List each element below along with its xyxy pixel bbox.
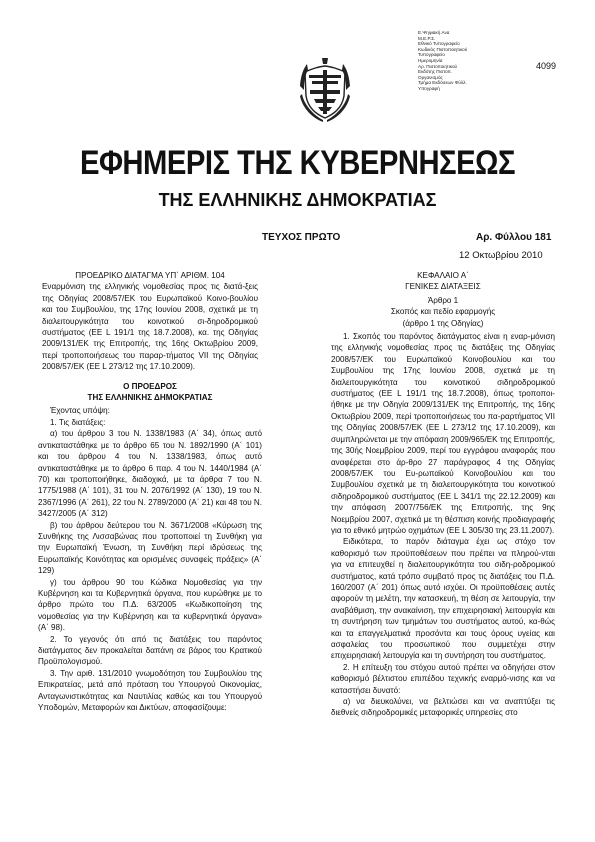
stamp-line: Υπογραφή	[418, 85, 440, 91]
gazette-title: ΕΦΗΜΕΡΙΣ ΤΗΣ ΚΥΒΕΡΝΗΣΕΩΣ	[79, 144, 516, 182]
paragraph: Έχοντας υπόψη:	[50, 406, 110, 416]
chapter-title: ΓΕΝΙΚΕΣ ΔΙΑΤΑΞΕΙΣ	[405, 282, 481, 292]
paragraph: 1. Σκοπός του παρόντος διατάγματος είναι η εναρ-μόνιση της ελληνικής νομοθεσίας προς τις διατάξεις της Οδηγίας 2008/57/ΕΚ του Ευρωπαϊκού Κοινοβουλίου και του Συμβουλίου της 17ης Ιουνίου 2008, σχετικά με τη διαλειτουργικότητα του κοινοτικού σιδηροδρομικού συστήματος (ΕΕ L 191/1 της 18.7.2008), όπως τροποποι-ήθηκε με την Οδηγία 2009/131/ΕΚ της Επιτροπής, της 16ης Οκτωβρίου 2009, περί τροποποιήσεως του πα-ραρτήματος VII της Οδηγίας 2008/57/ΕΚ (ΕΕ L 273/12 της 17.10.2009), και συμπληρώνεται με την απόφαση 2009/965/ΕΚ της Επιτροπής, της 30ής Νοεμβρίου 2009, περί του εγγράφου αναφοράς που αναφέρεται στο άρ-θρο 27 παράγραφος 4 της Οδηγίας 2008/57/ΕΚ του Ευ-ρωπαϊκού Κοινοβουλίου και του Συμβουλίου σχετικά με τη διαλειτουργικότητα του κοινοτικού σιδηροδρομικού συστήματος (ΕΕ L 341/1 της 22.12.2009) και την απόφαση 2007/756/ΕΚ της Επιτροπής, της 9ης Νοεμβρίου 2007, σχετικά με τη θέσπιση κοινής προδιαγραφής για το εθνικό μητρώο οχημάτων (ΕΕ L 305/30 της 23.11.2007).	[331, 332, 555, 535]
paragraph: Ειδικότερα, το παρόν διάταγμα έχει ως στόχο τον καθορισμό των προϋποθέσεων που πρέπει να πληρού-νται για να επιτευχθεί η διαλειτουργικότητα του σιδη-ροδρομικού συστήματος, κατά τρόπο συμβατό προς τις διατάξεις του Π.Δ. 160/2007 (Α΄ 201) όπως αυτό ισχύει. Οι προϋποθέσεις αυτές αφορούν τη μελέτη, την κατασκευή, τη θέση σε λειτουργία, την αναβάθμιση, την ανακαίνιση, την επιχειρησιακή λειτουργία και τη συντήρηση των τμημάτων του συστήματος αυτού, κα-θώς και τα επαγγελματικά προσόντα και τους όρους υγείας και ασφαλείας του προσωπικού που συμμετέχει στην επιχειρησιακή λειτουργία και τη συντήρηση του συστήματος.	[331, 537, 555, 661]
paragraph: α) να διευκολύνει, να βελτιώσει και να αναπτύξει τις διεθνείς σιδηροδρομικές μεταφορικές υπηρεσίες στο	[331, 697, 555, 718]
stamp-line: Ε.Ψηφιακή.Ανα	[418, 30, 450, 35]
article-reference: (άρθρο 1 της Οδηγίας)	[402, 318, 484, 328]
president-heading-line2: ΤΗΣ ΕΛΛΗΝΙΚΗΣ ΔΗΜΟΚΡΑΤΙΑΣ	[87, 393, 213, 403]
left-column	[38, 270, 262, 713]
stamp-line: Εθνικό Τυπογραφείο	[418, 41, 460, 47]
decree-summary: Εναρμόνιση της ελληνικής νομοθεσίας προς τις διατά-ξεις της Οδηγίας 2008/57/ΕΚ του Ευρωπαϊκού Κοινο-βουλίου και του Συμβουλίου, της 17ης Ιουνίου 2008, σχετικά με τη διαλειτουργικότητα του κοινοτικού σι-δηροδρομικού συστήματος (ΕΕ L 191/1 της 18.7.2008), κα. της Οδηγίας 2009/131/ΕΚ της Επιτροπής, της 16ης Οκτωβρίου 2009, περί τροποποιήσεως του παραρ-τήματος VII της Οδηγίας 2008/57/ΕΚ (ΕΕ L 273/12 της 17.10.2009).	[42, 282, 258, 372]
stamp-line: Ημερομηνία	[418, 57, 443, 63]
digital-signature-stamp	[418, 30, 490, 92]
stamp-line: Οργανισμός	[418, 74, 443, 80]
right-column	[331, 270, 555, 719]
chapter-number: ΚΕΦΑΛΑΙΟ Α΄	[417, 271, 469, 280]
president-heading-line1: Ο ΠΡΟΕΔΡΟΣ	[123, 381, 177, 391]
paragraph: β) του άρθρου δεύτερου του Ν. 3671/2008 «Κύρωση της Συνθήκης της Λισσαβώνας που τροποποιεί τη Συνθήκη για την Ευρωπαϊκή Ένωση, τη Συνθήκη περί ιδρύσεως της Ευρωπαϊκής Κοινότητας και ορισμένες συναφείς πράξεις» (Α΄ 129)	[38, 520, 262, 576]
paragraph: γ) του άρθρου 90 του Κώδικα Νομοθεσίας για την Κυβέρνηση και τα Κυβερνητικά όργανα, που κυρώθηκε με το άρθρο πρώτο του Π.Δ. 63/2005 «Κωδικοποίηση της νομοθεσίας για την Κυβέρνηση και τα κυβερνητικά όργανα» (Α΄ 98).	[38, 577, 262, 633]
sheet-number: Αρ. Φύλλου 181	[476, 232, 552, 243]
stamp-line: Κωδικός Πιστοποιητικού	[418, 46, 468, 52]
paragraph: 2. Το γεγονός ότι από τις διατάξεις του παρόντος διατάγματος δεν προκαλείται δαπάνη σε βάρος του Κρατικού Προϋπολογισμού.	[38, 634, 262, 667]
article-number: Άρθρο 1	[427, 295, 459, 305]
issue-date: 12 Οκτωβρίου 2010	[459, 250, 543, 261]
decree-heading: ΠΡΟΕΔΡΙΚΟ ΔΙΑΤΑΓΜΑ ΥΠ΄ ΑΡΙΘΜ. 104	[75, 271, 225, 280]
paragraph: 3. Την αριθ. 131/2010 γνωμοδότηση του Συμβουλίου της Επικρατείας, μετά από πρόταση του Υπουργού Οικονομίας, Ανταγωνιστικότητας και Ναυτιλίας καθώς και του Υπουργού Υποδομών, Μεταφορών και Δικτύων, αποφασίζουμε:	[38, 668, 262, 713]
greek-coat-of-arms-emblem	[298, 56, 352, 122]
stamp-line: Εκδότης Πιστοπ.	[418, 69, 453, 75]
gazette-subtitle: ΤΗΣ ΕΛΛΗΝΙΚΗΣ ΔΗΜΟΚΡΑΤΙΑΣ	[158, 190, 437, 210]
paragraph: α) του άρθρου 3 του Ν. 1338/1983 (Α΄ 34), όπως αυτό αντικαταστάθηκε με το άρθρο 65 του Ν. 1892/1990 (Α΄ 101) και του άρθρου 4 του Ν. 1338/1983, όπως αυτό αντικαταστάθηκε με το άρθρο 6 παρ. 4 του Ν. 1440/1984 (Α΄ 70) και τροποποιήθηκε, διαδοχικά, με τα άρθρα 7 του Ν. 1775/1988 (Α΄ 101), 31 του Ν. 2076/1992 (Α΄ 130), 19 του Ν. 2367/1996 (Α΄ 261), 22 του Ν. 2789/2000 (Α΄ 21) και 48 του Ν. 3427/2005 (Α΄ 312)	[38, 429, 262, 519]
page-number: 4099	[536, 61, 557, 71]
stamp-line: Τυπογραφείο	[418, 52, 445, 58]
stamp-line: Αρ. Πιστοποιητικού	[418, 63, 458, 69]
paragraph: 2. Η επίτευξη του στόχου αυτού πρέπει να οδηγήσει στον καθορισμό βέλτιστου επιπέδου τεχνικής εναρμό-νισης και να καταστήσει δυνατό:	[331, 662, 555, 695]
stamp-line: Μ.Ε.Ρ.Σ.	[418, 35, 436, 41]
stamp-line: Τμήμα Εκδόσεων Φύλλ.	[418, 80, 467, 86]
paragraph: 1. Τις διατάξεις:	[50, 417, 106, 427]
issue-label: ΤΕΥΧΟΣ ΠΡΩΤΟ	[262, 232, 341, 243]
article-title: Σκοπός και πεδίο εφαρμογής	[390, 307, 496, 317]
